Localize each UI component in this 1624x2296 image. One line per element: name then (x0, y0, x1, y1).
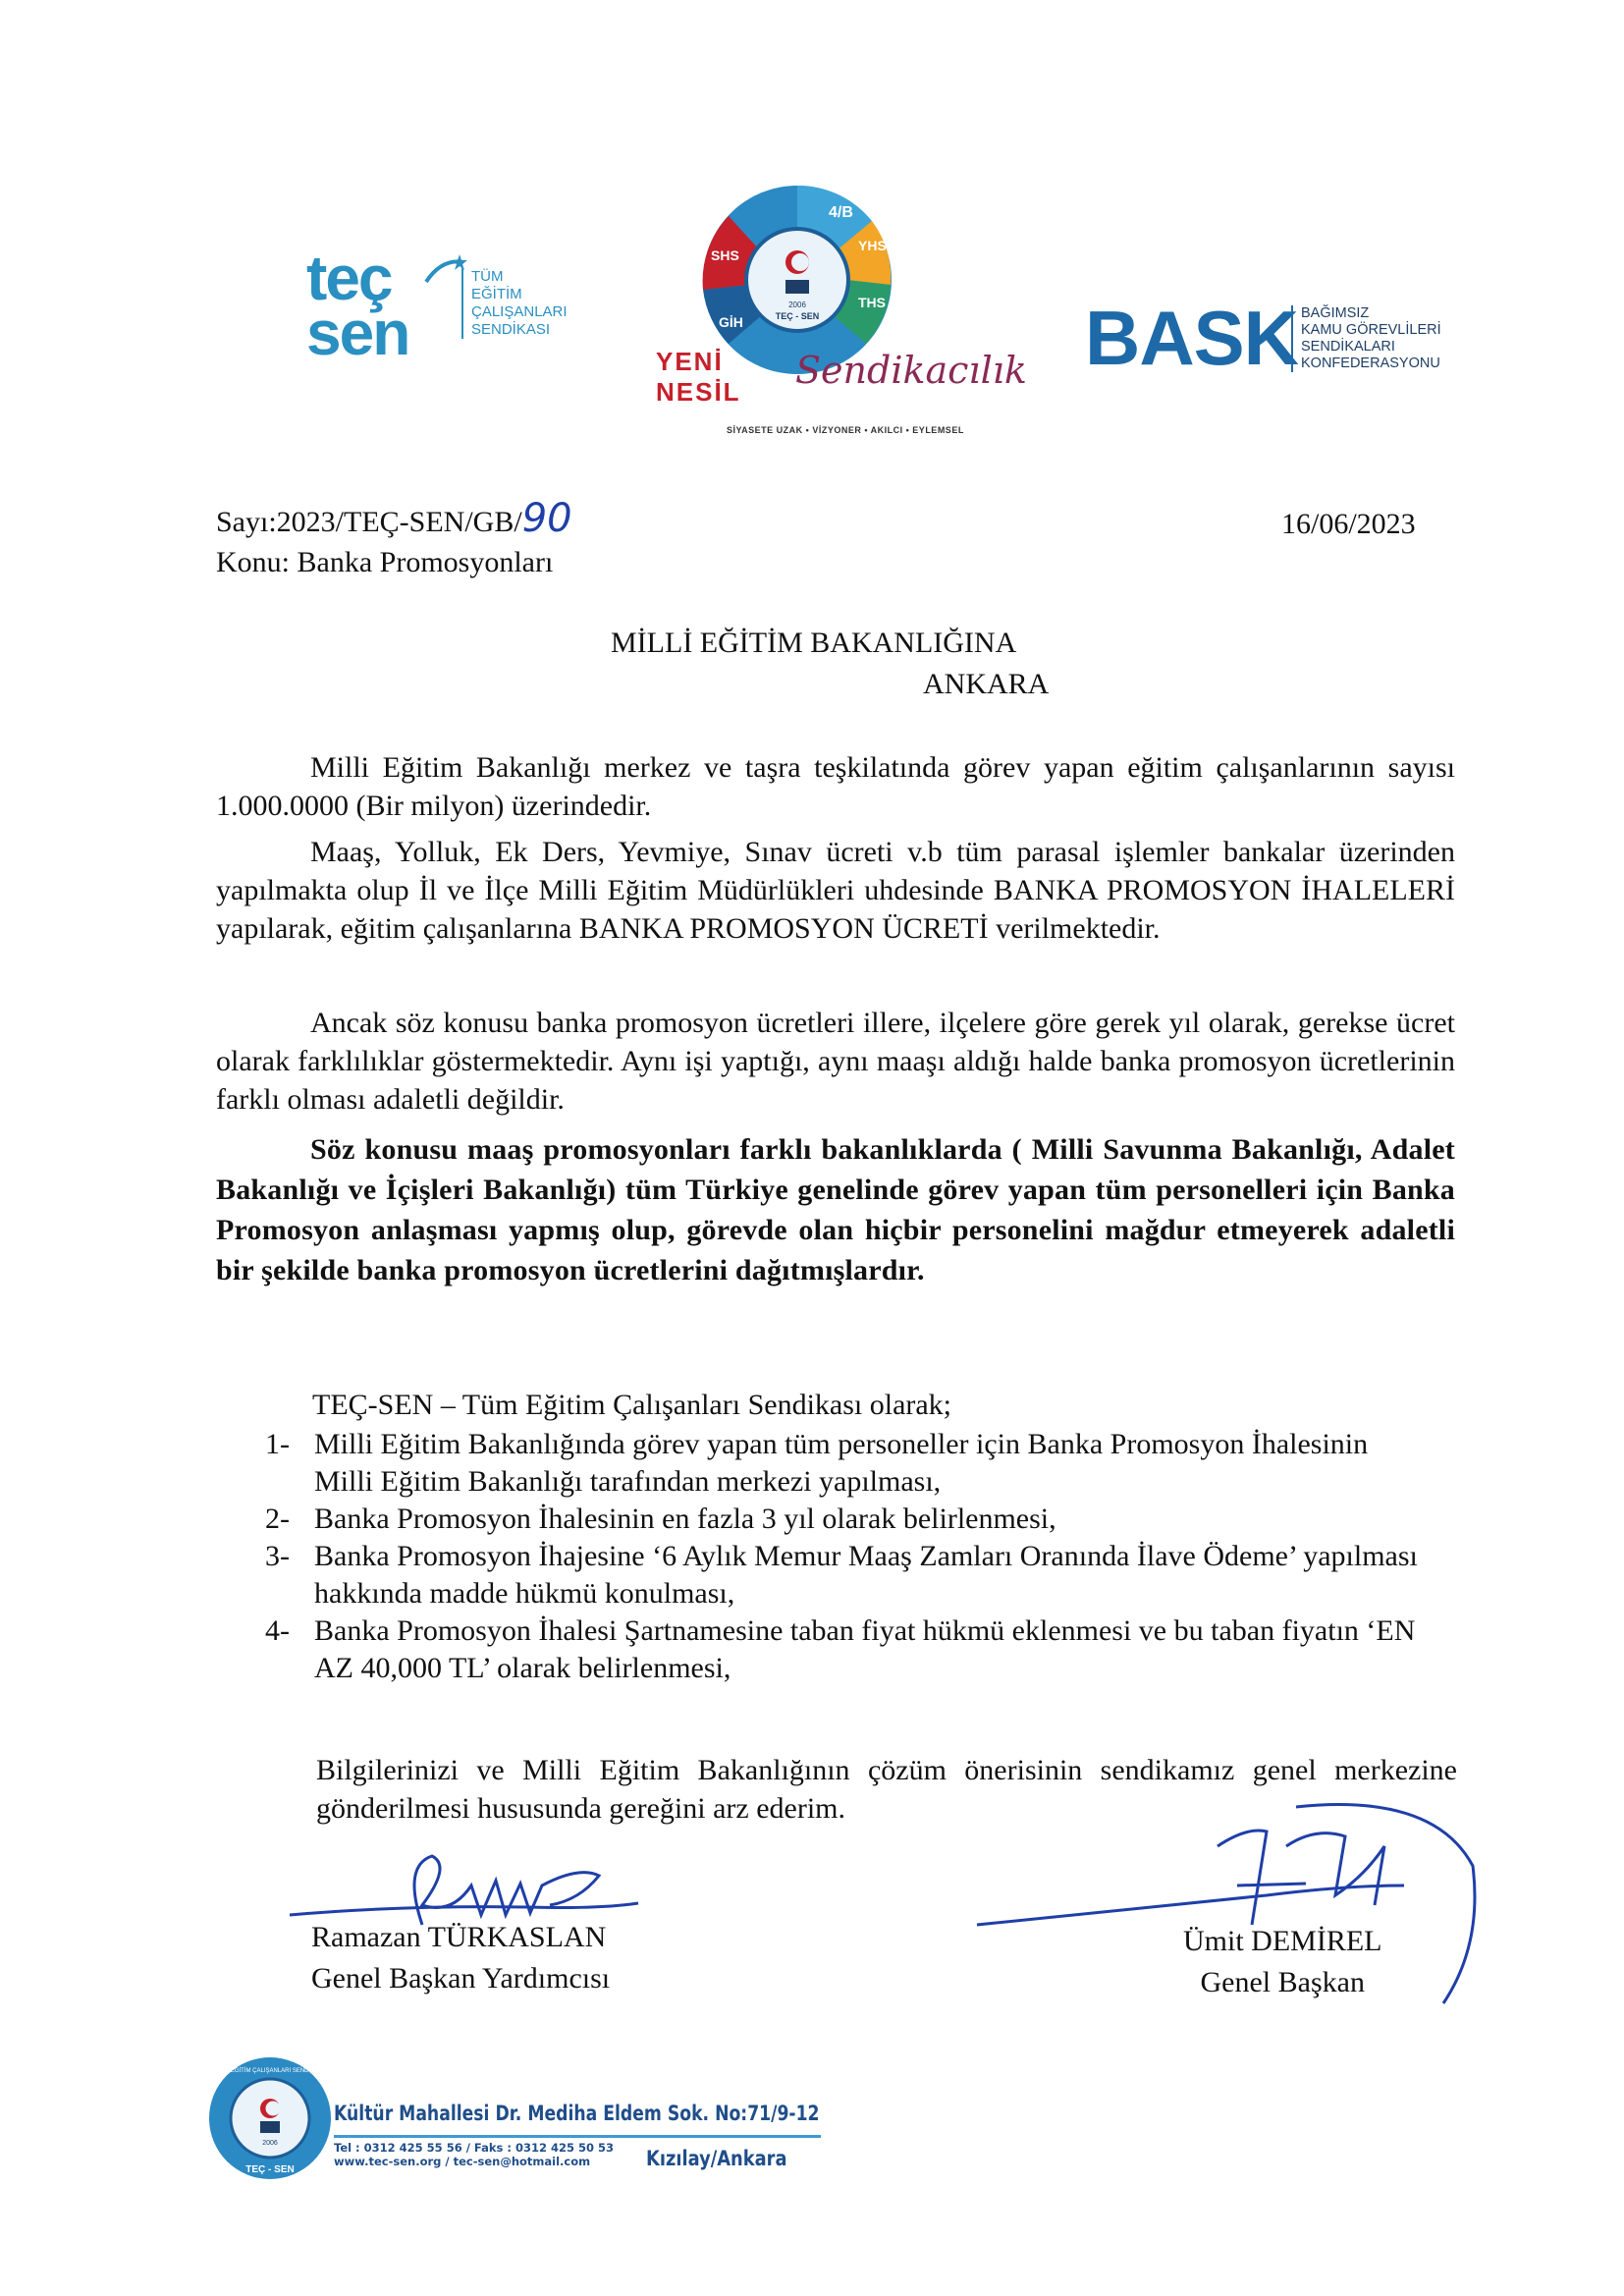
handwritten-number: 90 (521, 496, 572, 541)
tec-sub-line: EĞİTİM (471, 286, 522, 302)
tec-sen-subtitle (461, 268, 568, 339)
tec-sen-logo (306, 243, 601, 368)
body-paragraph: Milli Eğitim Bakanlığı merkez ve taşra teşkilatında görev yapan eğitim çalışanlarının sayısı 1.000.0000 (Bir milyon) üzerindedir. (216, 751, 1455, 822)
bask-sub-line: KAMU GÖREVLİLERİ (1301, 322, 1441, 338)
bold-paragraph: Söz konusu maaş promosyonları farklı bakanlıklarda ( Milli Savunma Bakanlığı, Adalet Bakanlığı ve İçişleri Bakanlığı) tüm Türkiye genelinde görev yapan tüm personelleri için Banka Promosyon anlaşması yapmış olup, görevde olan hiçbir personelini mağdur etmeyerek adaletli bir şekilde banka promosyon ücretlerini dağıtmışlardır. (216, 1133, 1455, 1286)
bask-sub-line: SENDİKALARI (1301, 339, 1395, 355)
seal-year: 2006 (262, 2140, 278, 2147)
body-paragraph: Maaş, Yolluk, Ek Ders, Yevmiye, Sınav ücreti v.b tüm parasal işlemler bankalar üzerinden yapılmakta olup İl ve İlçe Milli Eğitim Müdürlükleri uhdesinde BANKA PROMOSYON İHALELERİ yapılarak, eğitim çalışanlarına BANKA PROMOSYON ÜCRETİ verilmektedir. (216, 836, 1455, 945)
bask-wordmark: BASK (1085, 295, 1299, 381)
tec-sub-line: SENDİKASI (471, 321, 551, 338)
body-paragraph: Ancak söz konusu banka promosyon ücretleri illere, ilçelere göre gerek yıl olarak, gerekse ücret olarak farklılıklar göstermektedir. Aynı işi yaptığı, aynı maaşı aldığı halde banka promosyon ücretlerinin farklı olması adaletli değildir. (216, 1007, 1455, 1116)
list-text: Milli Eğitim Bakanlığında görev yapan tüm personeller için Banka Promosyon İhalesinin Milli Eğitim Bakanlığı tarafından merkezi yapılması, (314, 1428, 1369, 1498)
emblem-year: 2006 (788, 301, 806, 309)
segment-4b: 4/B (829, 204, 853, 221)
list-text: Banka Promosyon İhajesine ‘6 Aylık Memur Maaş Zamları Oranında İlave Ödeme’ yapılması hakkında madde hükmü konulması, (314, 1540, 1418, 1610)
list-number: 1- (265, 1428, 290, 1460)
reference-prefix: Sayı:2023/TEÇ-SEN/GB/ (216, 506, 522, 538)
segment-gih: GİH (719, 314, 743, 330)
tec-wordmark-line2: sen (306, 298, 409, 368)
request-list (265, 1426, 1424, 1687)
right-signatory-name: Ümit DEMİREL (1183, 1925, 1382, 1957)
tec-sub-line: TÜM (471, 268, 504, 285)
sendikacilik-script: Sendikacılık (795, 349, 1027, 392)
segment-ths: THS (858, 295, 886, 310)
nesil-text: NESİL (656, 377, 741, 407)
right-signatory (1183, 1923, 1382, 2001)
list-item (265, 1538, 1424, 1613)
segment-yhs: YHS (858, 238, 887, 253)
seal-label: TEÇ - SEN (245, 2164, 295, 2175)
letter-subject: Konu: Banka Promosyonları (216, 546, 554, 578)
closing-paragraph: Bilgilerinizi ve Milli Eğitim Bakanlığının çözüm önerisinin sendikamız genel merkezine gönderilmesi hususunda gereğini arz ederim. (316, 1754, 1457, 1825)
footer-divider (334, 2135, 821, 2138)
tec-sub-line: ÇALIŞANLARI (471, 303, 568, 320)
tec-wordmark-line1: teç (306, 243, 392, 313)
footer-web: www.tec-sen.org / tec-sen@hotmail.com (334, 2155, 591, 2168)
list-text: Banka Promosyon İhalesi Şartnamesine taban fiyat hükmü eklenmesi ve bu taban fiyatın ‘EN AZ 40,000 TL’ olarak belirlenmesi, (314, 1614, 1416, 1684)
yeni-nesil-sendikacilik-logo (648, 182, 1060, 447)
left-signatory-title: Genel Başkan Yardımcısı (311, 1962, 611, 1995)
bask-sub-line: BAĞIMSIZ (1301, 305, 1370, 321)
segment-shs: SHS (711, 247, 739, 263)
list-number: 2- (265, 1503, 290, 1535)
right-signatory-title: Genel Başkan (1200, 1966, 1365, 1998)
list-intro: TEÇ-SEN – Tüm Eğitim Çalışanları Sendikası olarak; (312, 1389, 952, 1421)
letter-date: 16/06/2023 (1281, 508, 1416, 540)
tec-sen-wordmark (306, 243, 409, 368)
bask-subtitle (1291, 305, 1441, 372)
list-item (265, 1613, 1424, 1687)
logo-slogan: SİYASETE UZAK • VİZYONER • AKILCI • EYLEMSEL (727, 425, 964, 435)
footer-phone: Tel : 0312 425 55 56 / Faks : 0312 425 50 53 (334, 2141, 614, 2155)
recipient-line1: MİLLİ EĞİTİM BAKANLIĞINA (611, 627, 1017, 659)
emblem-inner-label: TEÇ - SEN (775, 311, 820, 321)
footer-address: Kültür Mahallesi Dr. Mediha Eldem Sok. No:71/9-12 (334, 2102, 820, 2125)
tec-sen-seal-icon (206, 2054, 334, 2182)
seal-ring-text: TÜM EĞİTİM ÇALIŞANLARI SENDİKASI (216, 2068, 324, 2074)
list-number: 3- (265, 1540, 290, 1572)
footer-city: Kızılay/Ankara (646, 2147, 787, 2170)
bask-sub-line: KONFEDERASYONU (1301, 355, 1440, 371)
bask-logo (1085, 295, 1458, 388)
list-text: Banka Promosyon İhalesinin en fazla 3 yıl olarak belirlenmesi, (314, 1503, 1056, 1535)
reference-number (216, 496, 572, 541)
yeni-text: YENİ (656, 347, 724, 376)
yeni-nesil-text (656, 347, 741, 408)
recipient-line2: ANKARA (923, 668, 1050, 700)
list-item (265, 1426, 1424, 1501)
left-signatory-name: Ramazan TÜRKASLAN (311, 1921, 607, 1953)
footer-contact (334, 2141, 614, 2168)
list-item (265, 1501, 1424, 1538)
left-signatory (311, 1919, 610, 1997)
list-number: 4- (265, 1614, 290, 1647)
